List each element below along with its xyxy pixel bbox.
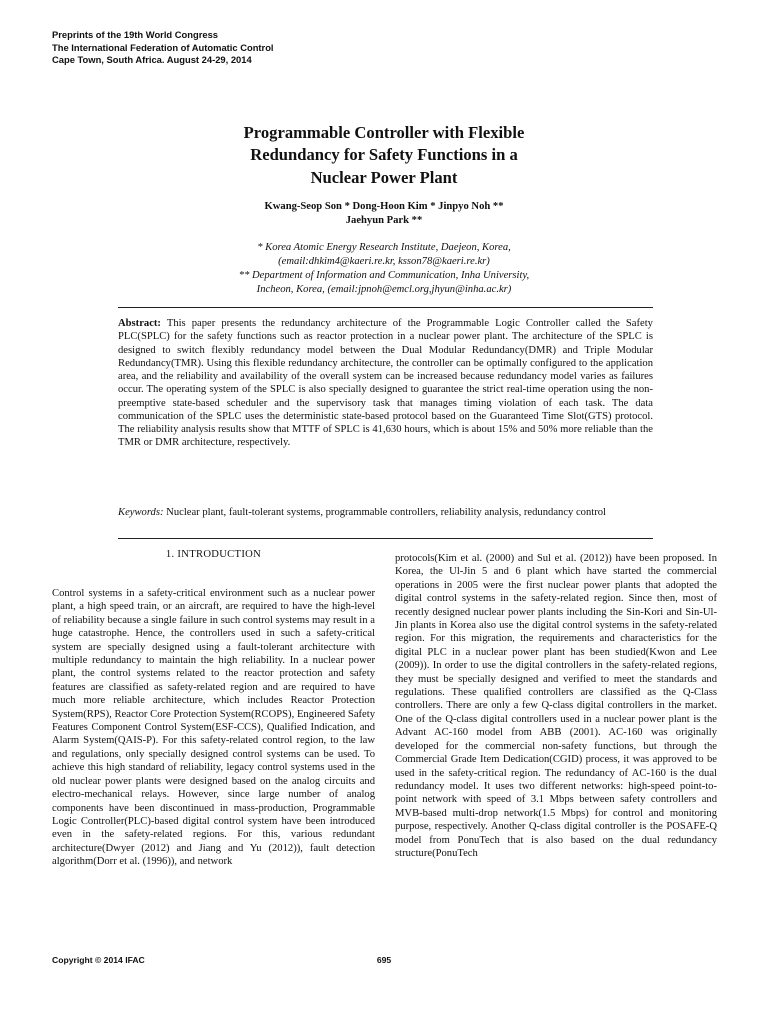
keywords: [118, 506, 653, 519]
conference-header: [52, 29, 274, 67]
affiliation-line-4: Incheon, Korea, (email:jpnoh@emcl.org,jhyun@inha.ac.kr): [256, 284, 512, 295]
keywords-label: Keywords:: [118, 507, 164, 518]
abstract-text: This paper presents the redundancy architecture of the Programmable Logic Controller called the Safety PLC(SPLC) for the safety functions such as reactor protection in a nuclear power plant. The architecture of the SPLC is designed to switch flexibly redundancy model between the Dual Modular Redundancy(DMR) and Triple Modular Redundancy(TMR). Using this flexible redundancy architecture, the controller can be optimally configured to the application area, and the reliability and availability of the overall system can be increased because redundancy model varies as failures occur. The operating system of the SPLC is also specially designed to guarantee the strict real-time operation using the non-preemptive state-based scheduler and the supervisory task that manages timing violation of each task. The data communication of the SPLC uses the deterministic state-based protocol based on the Guaranteed Time Slot(GTS) protocol. The reliability analysis results show that MTTF of SPLC is 41,630 hours, which is about 15% and 50% more reliable than the TMR or DMR architecture, respectively.: [118, 318, 653, 449]
affiliations: [0, 241, 768, 297]
affiliation-line-1: * Korea Atomic Energy Research Institute, Daejeon, Korea,: [257, 242, 511, 253]
section-heading-introduction: 1. INTRODUCTION: [165, 549, 262, 560]
header-line-2: The International Federation of Automatic Control: [52, 41, 274, 53]
title-line-3: Nuclear Power Plant: [310, 167, 458, 187]
authors-line-1: Kwang-Seop Son * Dong-Hoon Kim * Jinpyo Noh **: [264, 201, 504, 212]
keywords-text: Nuclear plant, fault-tolerant systems, programmable controllers, reliability analysis, redundancy control: [166, 507, 606, 518]
title-line-1: Programmable Controller with Flexible: [243, 123, 525, 142]
abstract-label: Abstract:: [118, 318, 161, 329]
body-column-left: Control systems in a safety-critical environment such as a nuclear power plant, a high speed train, or an aircraft, are required to have the high-level of reliability because a single failure in such control systems may result in a huge catastrophe. Hence, the controllers used in such a safety-critical system are specially designed using a fault-tolerant architecture with multiple redundancy to maintain the high reliability. In a nuclear power plant, the control systems related to the reactor protection and safety features are classified as safety-related region and are required to have much more reliable architecture, which includes Reactor Protection System(RPS), Reactor Core Protection System(RCOPS), Engineered Safety Features Component Control System(ESF-CCS), Qualified Indication, and Alarm System(QAIS-P). For this safety-related control region, to the law and regulations, only specially designed control systems can be used. To achieve this high standard of reliability, legacy control systems used in the old nuclear power plants were designed based on the analog circuits and electro-mechanical relays. However, since large number of analog components have been discontinued in mass-production, Programmable Logic Controller(PLC)-based digital control system have been introduced even in the safety-related regions. For this, various redundant architecture(Dwyer (2012) and Jiang and Yu (2012)), fault detection algorithm(Dorr et al. (1996)), and network: [52, 588, 375, 868]
affiliation-line-2: (email:dhkim4@kaeri.re.kr, ksson78@kaeri.re.kr): [278, 256, 490, 267]
paper-title: [0, 122, 768, 189]
copyright-notice: Copyright © 2014 IFAC: [52, 955, 145, 965]
abstract-top-divider: [118, 307, 653, 308]
body-column-right: protocols(Kim et al. (2000) and Sul et al. (2012)) have been proposed. In Korea, the Ul-Jin 5 and 6 plant which have started the commercial operations in 2005 were the first nuclear power plants that adopted the digital control systems in the safety-related region. Since then, most of recently designed nuclear power plants including the Sin-Kori and Sin-Ul-Jin plants in Korea also use the digital control systems in the safety-related region. For this migration, the requirements and characteristics for the digital PLC in a nuclear power plant has been studied(Kwon and Lee (2009)). In order to use the digital controllers in the safety-related regions, they must be specially designed and verified to meet the standards and regulations. These qualified controllers are classified as the Q-Class controllers. There are only a few Q-class digital controllers in the market. One of the Q-class digital controllers used in a nuclear power plant is the Advant AC-160 model from ABB (2001). AC-160 was originally developed for the commercial non-safety functions, but through the Commercial Grade Item Dedication(CGID) process, it was approved to be used in the safety-critical region. The redundancy of AC-160 is the dual redundancy model. It uses two different networks: high-speed point-to-point network with speed of 3.1 Mbps between safety controllers and MVB-based multi-drop network(1.5 Mbps) for control and monitoring purpose, respectively. Another Q-class digital controller is the POSAFE-Q model from PonuTech that is also based on the dual redundancy structure(PonuTech: [395, 553, 717, 859]
abstract-bottom-divider: [118, 538, 653, 539]
page-number: 695: [376, 955, 392, 965]
author-list: [0, 200, 768, 228]
authors-line-2: Jaehyun Park **: [345, 215, 423, 226]
title-line-2: Redundancy for Safety Functions in a: [250, 145, 518, 165]
header-line-3: Cape Town, South Africa. August 24-29, 2014: [52, 54, 252, 65]
header-line-1: Preprints of the 19th World Congress: [52, 29, 218, 40]
affiliation-line-3: ** Department of Information and Communication, Inha University,: [238, 270, 530, 281]
abstract: [118, 317, 653, 450]
